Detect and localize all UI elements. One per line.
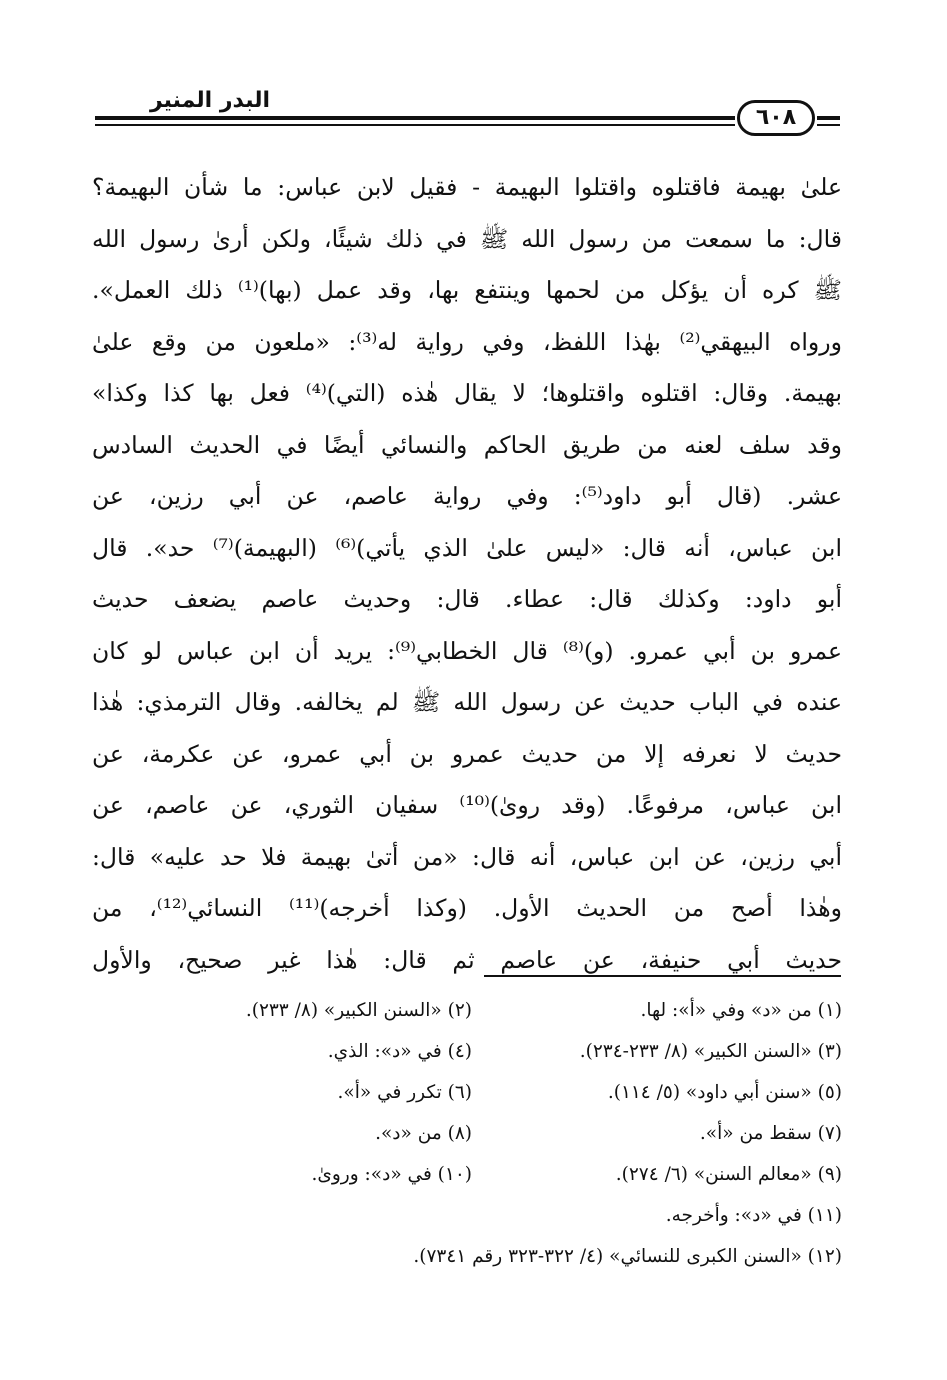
footnote-row	[92, 1031, 842, 1072]
footnote-row	[92, 1195, 842, 1236]
footnote: (١٠) في «د»: وروىٰ.	[311, 1164, 472, 1185]
footnote: (٢) «السنن الكبير» (٨/ ٢٣٣).	[245, 1000, 472, 1021]
running-title: البدر المنير	[149, 88, 270, 113]
text-line: علىٰ بهيمة فاقتلوه واقتلوا البهيمة - فقيل لابن عباس: ما شأن البهيمة؟	[92, 173, 842, 201]
footnote-row	[92, 1072, 842, 1113]
footnote: (٧) سقط من «أ».	[699, 1123, 842, 1144]
text-line: وقد سلف لعنه من طريق الحاكم والنسائي أيضًا في الحديث السادس	[92, 430, 842, 459]
footnotes	[92, 990, 842, 1277]
page-number: ٦٠٨	[737, 100, 815, 136]
footnote-row	[92, 1236, 842, 1277]
footnote: (٤) في «د»: الذي.	[327, 1041, 472, 1062]
header-rule-thick	[95, 116, 735, 120]
footnote: (٦) تكرر في «أ».	[337, 1082, 472, 1103]
text-line: حديث أبي حنيفة، عن عاصم ثم قال: هٰذا غير صحيح، والأول	[92, 945, 842, 974]
page-header	[95, 86, 840, 146]
text-line: ورواه البيهقي⁽²⁾ بهٰذا اللفظ، وفي رواية له⁽³⁾: «ملعون من وقع علىٰ	[92, 327, 842, 356]
text-line: عمرو بن أبي عمرو. (و)⁽⁸⁾ قال الخطابي⁽⁹⁾: يريد أن ابن عباس لو كان	[92, 636, 842, 665]
header-rule-right-thin	[817, 124, 840, 126]
main-text	[92, 162, 842, 986]
footnote: (٥) «سنن أبي داود» (٥/ ١١٤).	[607, 1082, 842, 1103]
text-line: وهٰذا أصح من الحديث الأول. (وكذا أخرجه)⁽¹¹⁾ النسائي⁽¹²⁾، من	[92, 894, 842, 922]
footnote: (١٢) «السنن الكبرى للنسائي» (٤/ ٣٢٢-٣٢٣ رقم ٧٣٤١).	[413, 1246, 842, 1267]
footnote: (٨) من «د».	[375, 1123, 472, 1144]
text-line: بهيمة. وقال: اقتلوه واقتلوها؛ لا يقال هٰذه (التي)⁽⁴⁾ فعل بها كذا وكذا»	[92, 379, 842, 407]
text-line: حديث لا نعرفه إلا من حديث عمرو بن أبي عمرو، عن عكرمة، عن	[92, 739, 842, 768]
footnote: (٩) «معالم السنن» (٦/ ٢٧٤).	[615, 1164, 842, 1185]
footnote-row	[92, 1154, 842, 1195]
footnote-separator	[484, 975, 841, 977]
text-line: ﷺ كره أن يؤكل من لحمها وينتفع بها، وقد عمل (بها)⁽¹⁾ ذلك العمل».	[92, 276, 842, 304]
footnote: (١١) في «د»: وأخرجه.	[665, 1205, 842, 1226]
text-line: أبو داود: وكذلك قال: عطاء. قال: وحديث عاصم يضعف حديث	[92, 585, 842, 613]
text-line: عشر. (قال أبو داود⁽⁵⁾: وفي رواية عاصم، عن أبي رزين، عن	[92, 482, 842, 510]
text-line: ابن عباس، مرفوعًا. (وقد روىٰ)⁽¹⁰⁾ سفيان الثوري، عن عاصم، عن	[92, 791, 842, 819]
header-rule-right-thick	[817, 116, 840, 120]
header-rule-thin	[95, 124, 735, 126]
text-line: قال: ما سمعت من رسول الله ﷺ في ذلك شيئًا، ولكن أرىٰ رسول الله	[92, 224, 842, 253]
text-line: ابن عباس، أنه قال: «ليس علىٰ الذي يأتي)⁽⁶⁾ (البهيمة)⁽⁷⁾ حد». قال	[92, 533, 842, 562]
footnote: (٣) «السنن الكبير» (٨/ ٢٣٣-٢٣٤).	[579, 1041, 842, 1062]
footnote: (١) من «د» وفي «أ»: لها.	[640, 1000, 842, 1021]
text-line: عنده في الباب حديث عن رسول الله ﷺ لم يخالفه. وقال الترمذي: هٰذا	[92, 688, 842, 716]
text-line: أبي رزين، عن ابن عباس، أنه قال: «من أتىٰ بهيمة فلا حد عليه» قال:	[92, 842, 842, 871]
footnote-row	[92, 1113, 842, 1154]
footnote-row	[92, 990, 842, 1031]
